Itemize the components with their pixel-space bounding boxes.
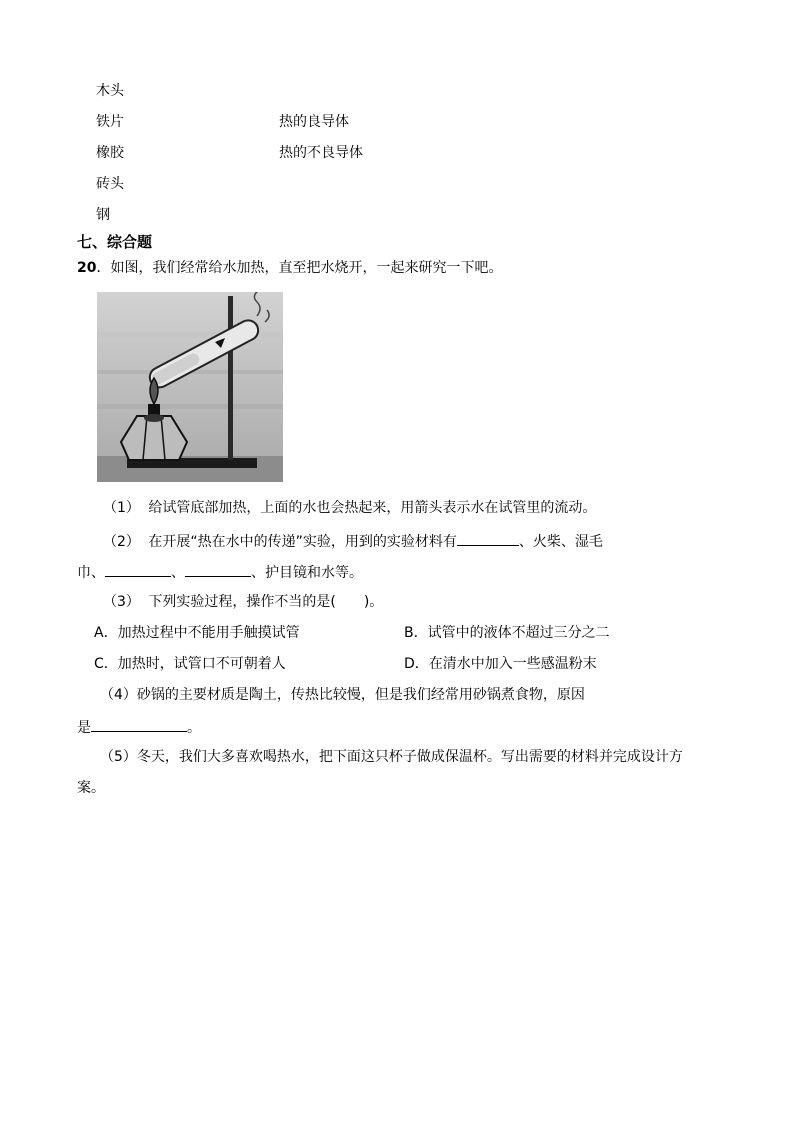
experiment-figure [97, 292, 283, 482]
q5-line2: 案。 [77, 780, 105, 796]
question-number: 20 [77, 260, 97, 276]
q2-line2-b: 、 [171, 565, 185, 581]
matching-left-item: 铁片 [96, 114, 124, 130]
q3-line [103, 593, 383, 611]
q2-text-a: 在开展“热在水中的传递”实验，用到的实验材料有 [148, 534, 457, 550]
question-stem-text: ．如图，我们经常给水加热，直至把水烧开，一起来研究一下吧。 [96, 260, 503, 276]
section-title: 七、综合题 [77, 233, 153, 251]
question-stem [77, 259, 502, 277]
q2-line2-c: 、护目镜和水等。 [251, 565, 363, 581]
option-c[interactable]: C．加热时，试管口不可朝着人 [94, 656, 286, 672]
answer-blank[interactable] [105, 562, 171, 577]
answer-blank[interactable] [185, 562, 251, 577]
q4-line2-a: 是 [77, 720, 91, 736]
q3-text: 下列实验过程，操作不当的是( )。 [148, 594, 384, 610]
option-a[interactable]: A．加热过程中不能用手触摸试管 [94, 625, 300, 641]
q1-line [103, 499, 596, 517]
matching-left-item: 砖头 [96, 176, 124, 192]
q1-text: 给试管底部加热，上面的水也会热起来，用箭头表示水在试管里的流动。 [148, 500, 597, 516]
matching-left-item: 橡胶 [96, 145, 124, 161]
q4-text: （4）砂锅的主要材质是陶土，传热比较慢，但是我们经常用砂锅煮食物，原因 [100, 687, 585, 703]
alcohol-lamp-heating-test-tube-photo-icon [97, 292, 283, 482]
q2-line2 [77, 562, 363, 582]
q2-text-b: 、火柴、湿毛 [518, 534, 603, 550]
q1-label: （1） [103, 500, 140, 516]
matching-left-item: 钢 [96, 207, 110, 223]
option-b[interactable]: B．试管中的液体不超过三分之二 [404, 625, 610, 641]
matching-right-item: 热的良导体 [279, 114, 349, 130]
q4-line2-b: 。 [187, 720, 201, 736]
q5-text: （5）冬天，我们大多喜欢喝热水，把下面这只杯子做成保温杯。写出需要的材料并完成设计方 [100, 749, 683, 765]
option-d[interactable]: D．在清水中加入一些感温粉末 [404, 656, 597, 672]
answer-blank[interactable] [91, 717, 187, 732]
q2-line [103, 531, 603, 551]
answer-blank[interactable] [457, 531, 519, 546]
q4-line2 [77, 717, 201, 737]
matching-right-item: 热的不良导体 [279, 145, 363, 161]
q3-label: （3） [103, 594, 140, 610]
matching-left-item: 木头 [96, 83, 124, 99]
q2-line2-a: 巾、 [77, 565, 105, 581]
q2-label: （2） [103, 534, 140, 550]
